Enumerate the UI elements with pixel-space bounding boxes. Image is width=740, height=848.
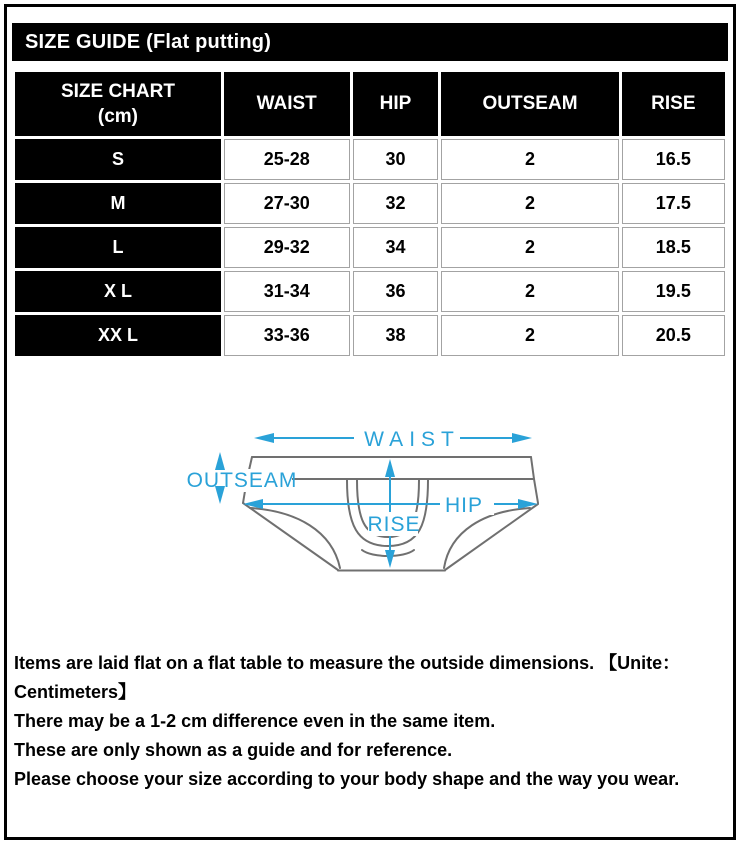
table-row — [15, 315, 725, 356]
cell-size: X L — [15, 271, 221, 312]
note-line-1: Items are laid flat on a flat table to measure the outside dimensions. 【Unite： — [14, 653, 681, 673]
size-guide-title-bar — [12, 23, 728, 61]
column-header-hip: HIP — [353, 72, 439, 136]
cell-outseam: 2 — [441, 139, 618, 180]
table-row — [15, 139, 725, 180]
note-line-3: There may be a 1-2 cm difference even in the same item. — [14, 711, 496, 731]
note-line-4: These are only shown as a guide and for reference. — [14, 740, 453, 760]
cell-outseam: 2 — [441, 227, 618, 268]
cell-hip: 30 — [353, 139, 439, 180]
notes-block — [14, 649, 726, 794]
measurement-diagram — [7, 391, 733, 591]
cell-size: S — [15, 139, 221, 180]
note-line-5: Please choose your size according to your body shape and the way you wear. — [14, 769, 680, 789]
note-line-2: Centimeters】 — [14, 682, 137, 702]
cell-rise: 17.5 — [622, 183, 725, 224]
cell-rise: 16.5 — [622, 139, 725, 180]
cell-size: XX L — [15, 315, 221, 356]
outseam-label: OUTSEAM — [186, 469, 298, 492]
column-header-rise: RISE — [622, 72, 725, 136]
cell-waist: 33-36 — [224, 315, 350, 356]
size-chart-table — [12, 69, 728, 359]
waist-label: WAIST — [364, 428, 460, 451]
rise-arrowhead-down — [385, 550, 395, 568]
rise-label: RISE — [367, 513, 421, 536]
cell-size: L — [15, 227, 221, 268]
column-header-size-chart — [15, 72, 221, 136]
cell-hip: 34 — [353, 227, 439, 268]
column-header-outseam: OUTSEAM — [441, 72, 618, 136]
outseam-arrowhead-up — [215, 452, 225, 470]
size-chart-label-line2: (cm) — [97, 106, 139, 127]
rise-arrowhead-up — [385, 459, 395, 477]
cell-hip: 36 — [353, 271, 439, 312]
cell-waist: 31-34 — [224, 271, 350, 312]
cell-waist: 27-30 — [224, 183, 350, 224]
size-chart-label-line1: SIZE CHART — [60, 80, 175, 102]
page-title: SIZE GUIDE (Flat putting) — [25, 30, 272, 53]
cell-hip: 32 — [353, 183, 439, 224]
cell-waist: 29-32 — [224, 227, 350, 268]
cell-rise: 19.5 — [622, 271, 725, 312]
cell-rise: 18.5 — [622, 227, 725, 268]
waist-arrowhead-left — [254, 433, 274, 443]
cell-size: M — [15, 183, 221, 224]
cell-outseam: 2 — [441, 315, 618, 356]
table-row — [15, 271, 725, 312]
cell-waist: 25-28 — [224, 139, 350, 180]
cell-outseam: 2 — [441, 271, 618, 312]
page-frame — [4, 4, 736, 840]
cell-rise: 20.5 — [622, 315, 725, 356]
column-header-waist: WAIST — [224, 72, 350, 136]
table-row — [15, 183, 725, 224]
table-header-row — [15, 72, 725, 136]
table-row — [15, 227, 725, 268]
hip-label: HIP — [444, 494, 484, 517]
cell-outseam: 2 — [441, 183, 618, 224]
waist-arrowhead-right — [512, 433, 532, 443]
cell-hip: 38 — [353, 315, 439, 356]
